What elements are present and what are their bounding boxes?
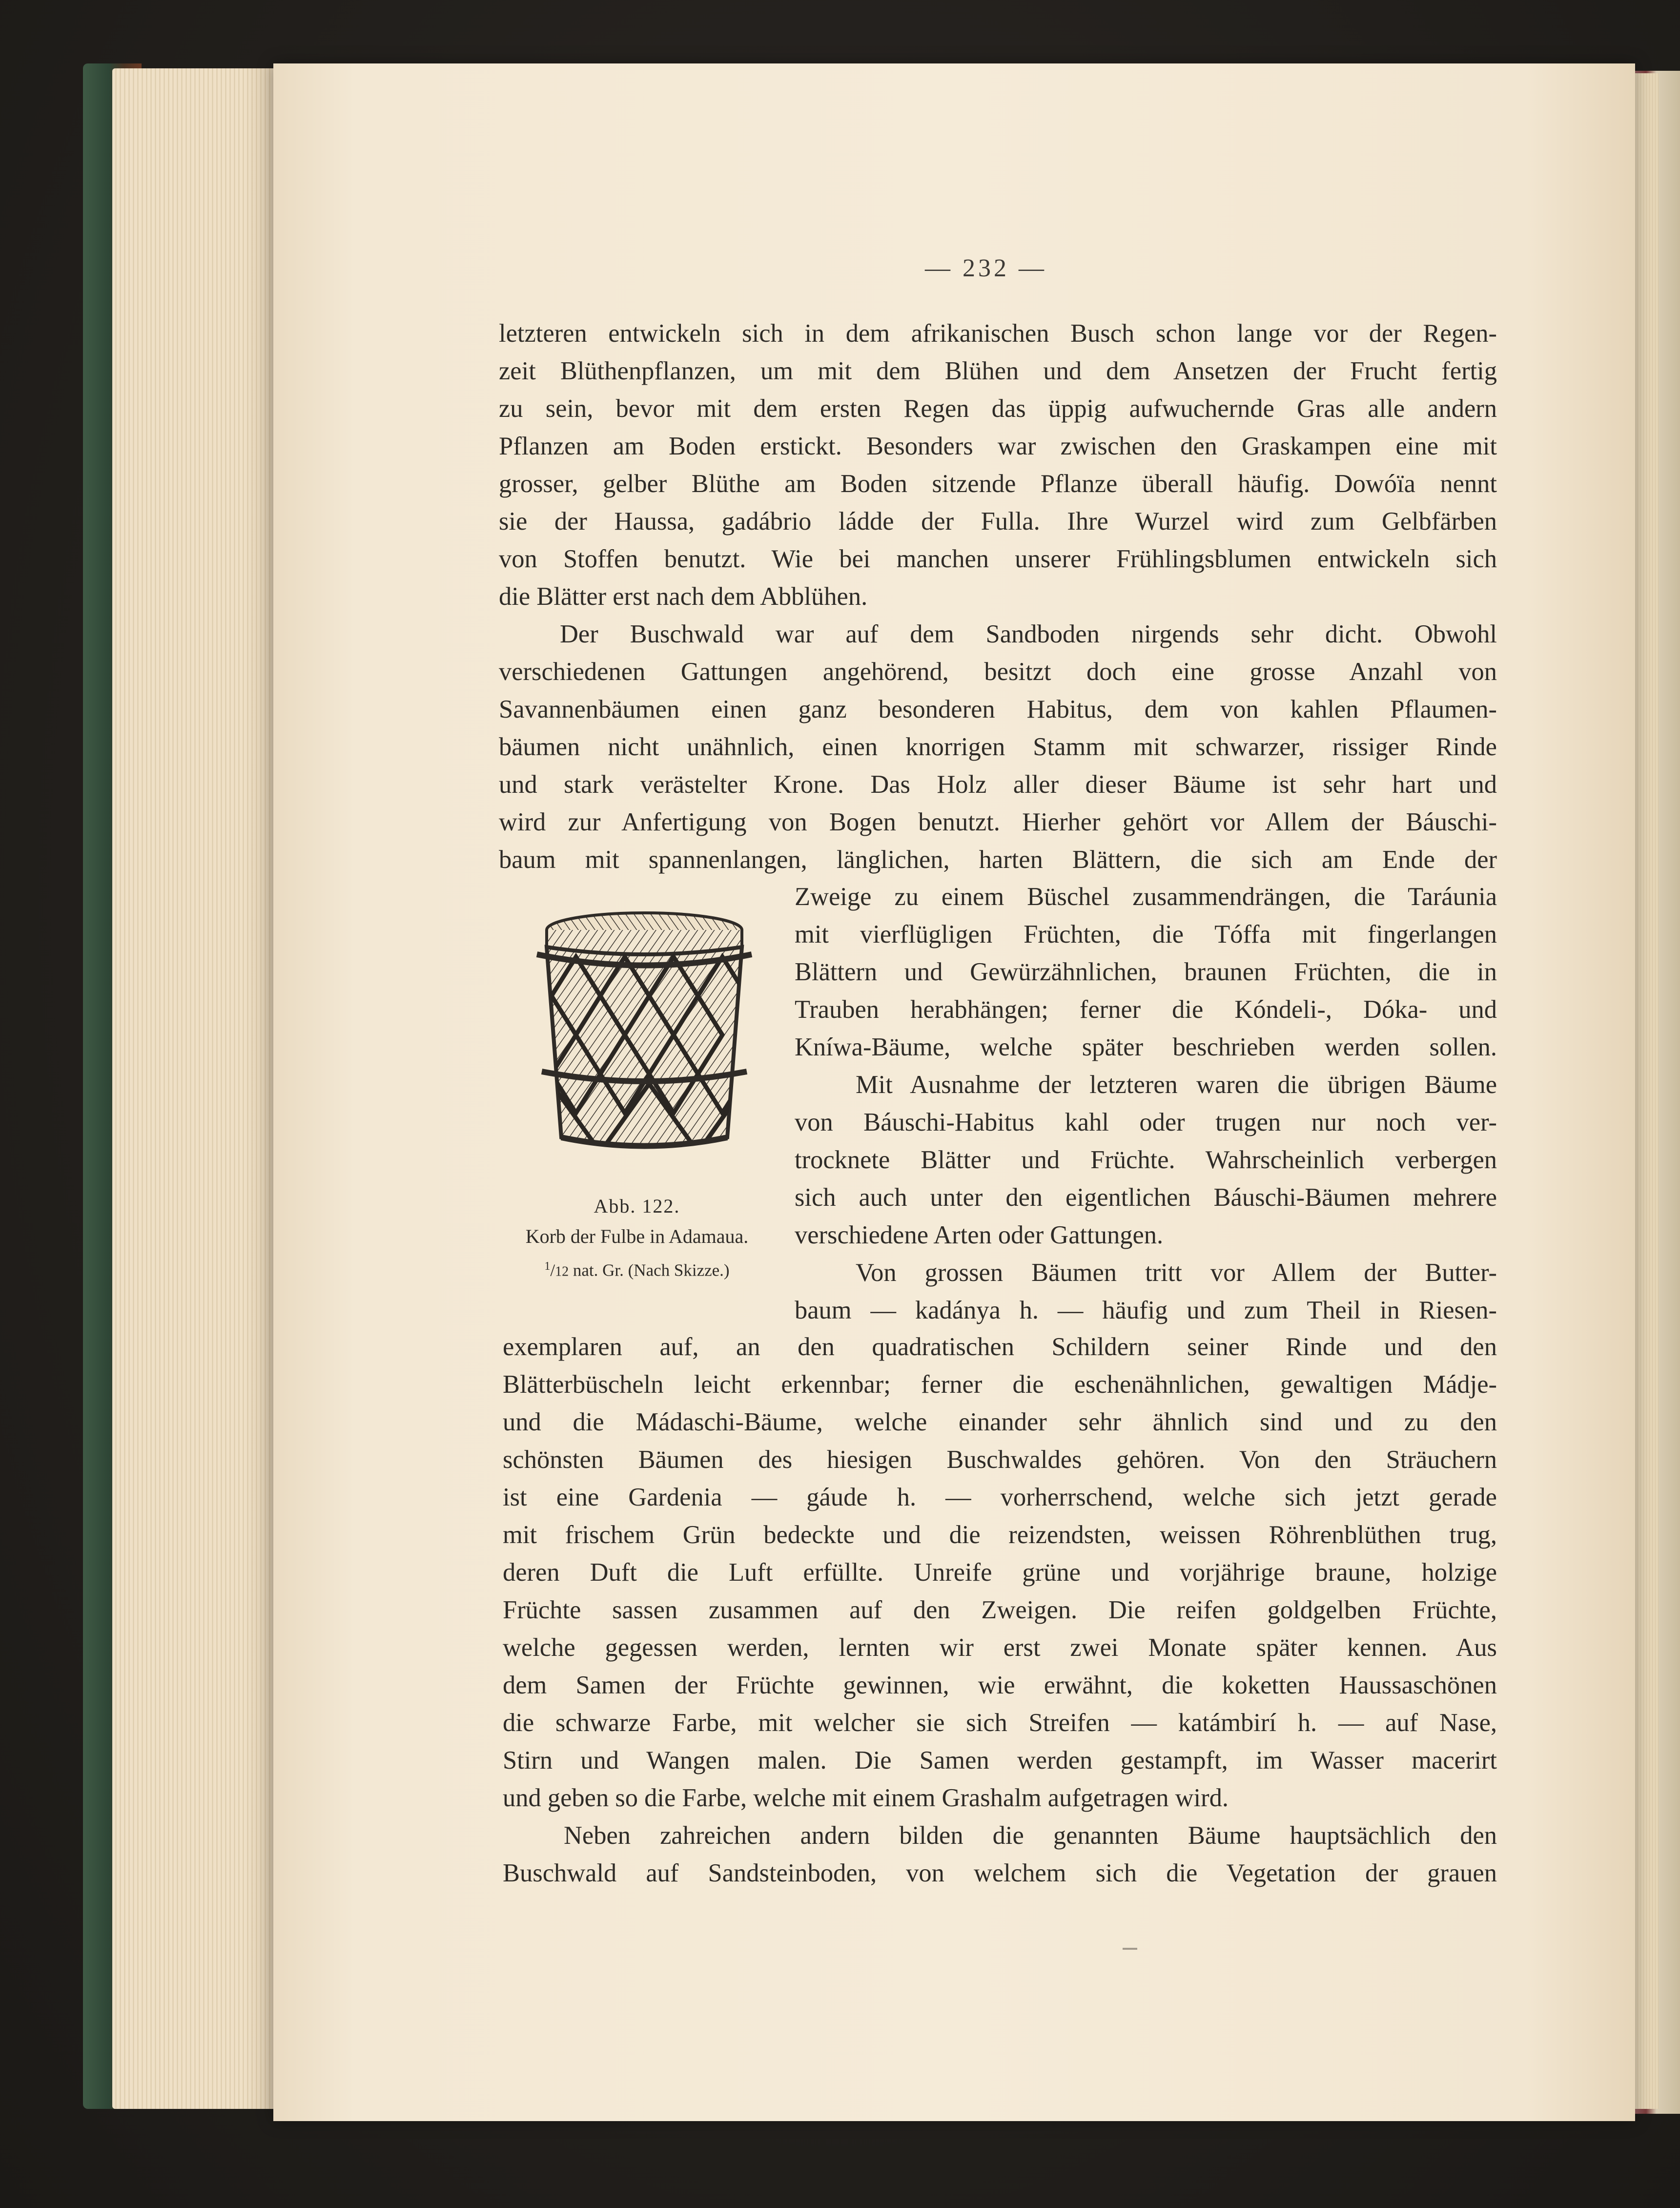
text-line: exemplaren auf, an den quadratischen Schildern seiner Rinde und den bbox=[503, 1333, 1497, 1361]
text-line: Pflanzen am Boden erstickt. Besonders war zwischen den Graskampen eine mit bbox=[499, 432, 1497, 460]
text-line: Savannenbäumen einen ganz besonderen Habitus, dem von kahlen Pflaumen- bbox=[499, 695, 1497, 723]
text-line: dem Samen der Früchte gewinnen, wie erwähnt, die koketten Haussaschönen bbox=[503, 1671, 1497, 1699]
text-line: zeit Blüthenpflanzen, um mit dem Blühen und dem Ansetzen der Frucht fertig bbox=[499, 357, 1497, 385]
text-line: bäumen nicht unähnlich, einen knorrigen Stamm mit schwarzer, rissiger Rinde bbox=[499, 733, 1497, 761]
text-line: mit frischem Grün bedeckte und die reizendsten, weissen Röhrenblüthen trug, bbox=[503, 1521, 1497, 1549]
basket-drawing bbox=[512, 908, 776, 1181]
text-line: baum mit spannenlangen, länglichen, harten Blättern, die sich am Ende der bbox=[499, 846, 1497, 874]
basket-illustration bbox=[512, 908, 776, 1181]
text-line: grosser, gelber Blüthe am Boden sitzende Pflanze überall häufig. Dowóïa nennt bbox=[499, 470, 1497, 498]
text-line: letzteren entwickeln sich in dem afrikanischen Busch schon lange vor der Regen- bbox=[499, 319, 1497, 348]
text-line: von Báuschi-Habitus kahl oder trugen nur noch ver- bbox=[795, 1108, 1497, 1136]
text-block-top bbox=[499, 315, 1497, 879]
text-line: Trauben herabhängen; ferner die Kóndeli-, Dóka- und bbox=[795, 995, 1497, 1024]
text-line: Blättern und Gewürzähnlichen, braunen Früchten, die in bbox=[795, 958, 1497, 986]
text-line: Zweige zu einem Büschel zusammendrängen, die Taráunia bbox=[795, 883, 1497, 911]
page-number: — 232 — bbox=[925, 254, 1047, 282]
text-line: Buschwald auf Sandsteinboden, von welchem sich die Vegetation der grauen bbox=[503, 1859, 1497, 1887]
text-line: Stirn und Wangen malen. Die Samen werden gestampft, im Wasser macerirt bbox=[503, 1746, 1497, 1775]
scale-numerator: 1 bbox=[544, 1260, 551, 1273]
text-line: sie der Haussa, gadábrio ládde der Fulla. Ihre Wurzel wird zum Gelbfärben bbox=[499, 507, 1497, 536]
text-line: verschiedenen Gattungen angehörend, besitzt doch eine grosse Anzahl von bbox=[499, 658, 1497, 686]
text-line: die Blätter erst nach dem Abblühen. bbox=[499, 582, 868, 611]
text-line: und geben so die Farbe, welche mit einem Grashalm aufgetragen wird. bbox=[503, 1784, 1229, 1812]
figure-caption-text: Korb der Fulbe in Adamaua. bbox=[525, 1225, 749, 1247]
text-line: mit vierflügligen Früchten, die Tóffa mit fingerlangen bbox=[795, 920, 1497, 949]
text-line: von Stoffen benutzt. Wie bei manchen unserer Frühlingsblumen entwickeln sich bbox=[499, 545, 1497, 573]
text-line: wird zur Anfertigung von Bogen benutzt. Hierher gehört vor Allem der Báuschi- bbox=[499, 808, 1497, 836]
printer-mark bbox=[1123, 1948, 1137, 1950]
scale-text: nat. Gr. (Nach Skizze.) bbox=[569, 1260, 730, 1280]
text-line: Kníwa-Bäume, welche später beschrieben werden sollen. bbox=[795, 1033, 1497, 1061]
text-block-bottom bbox=[503, 1328, 1497, 1892]
scale-denominator: 12 bbox=[555, 1264, 569, 1279]
text-line: deren Duft die Luft erfüllte. Unreife grüne und vorjährige braune, holzige bbox=[503, 1558, 1497, 1587]
figure-scale-note: $^1$/12 nat. Gr. (Nach Skizze.) bbox=[544, 1260, 730, 1280]
text-line: die schwarze Farbe, mit welcher sie sich Streifen — katámbirí h. — auf Nase, bbox=[503, 1709, 1497, 1737]
text-line: Früchte sassen zusammen auf den Zweigen. Die reifen goldgelben Früchte, bbox=[503, 1596, 1497, 1624]
text-line: baum — kadánya h. — häufig und zum Theil in Riesen- bbox=[795, 1296, 1497, 1324]
figure-caption bbox=[488, 1191, 786, 1287]
text-line: Blätterbüscheln leicht erkennbar; ferner die eschenähnlichen, gewaltigen Mádje- bbox=[503, 1370, 1497, 1399]
figure-label: Abb. 122. bbox=[594, 1195, 680, 1217]
text-line: trocknete Blätter und Früchte. Wahrscheinlich verbergen bbox=[795, 1146, 1497, 1174]
text-line: Neben zahreichen andern bilden die genannten Bäume hauptsächlich den bbox=[564, 1821, 1497, 1850]
text-line: Von grossen Bäumen tritt vor Allem der Butter- bbox=[856, 1259, 1497, 1287]
text-line: Mit Ausnahme der letzteren waren die übrigen Bäume bbox=[856, 1071, 1497, 1099]
text-line: verschiedene Arten oder Gattungen. bbox=[795, 1221, 1164, 1249]
text-line: zu sein, bevor mit dem ersten Regen das üppig aufwuchernde Gras alle andern bbox=[499, 394, 1497, 423]
text-line: sich auch unter den eigentlichen Báuschi-Bäumen mehrere bbox=[795, 1183, 1497, 1212]
text-line: und stark verästelter Krone. Das Holz aller dieser Bäume ist sehr hart und bbox=[499, 770, 1497, 799]
text-line: Der Buschwald war auf dem Sandboden nirgends sehr dicht. Obwohl bbox=[560, 620, 1497, 648]
text-block-beside-figure bbox=[795, 878, 1497, 1329]
text-line: schönsten Bäumen des hiesigen Buschwaldes gehören. Von den Sträuchern bbox=[503, 1445, 1497, 1474]
text-line: und die Mádaschi-Bäume, welche einander sehr ähnlich sind und zu den bbox=[503, 1408, 1497, 1436]
text-line: welche gegessen werden, lernten wir erst zwei Monate später kennen. Aus bbox=[503, 1633, 1497, 1662]
text-line: ist eine Gardenia — gáude h. — vorherrschend, welche sich jetzt gerade bbox=[503, 1483, 1497, 1511]
